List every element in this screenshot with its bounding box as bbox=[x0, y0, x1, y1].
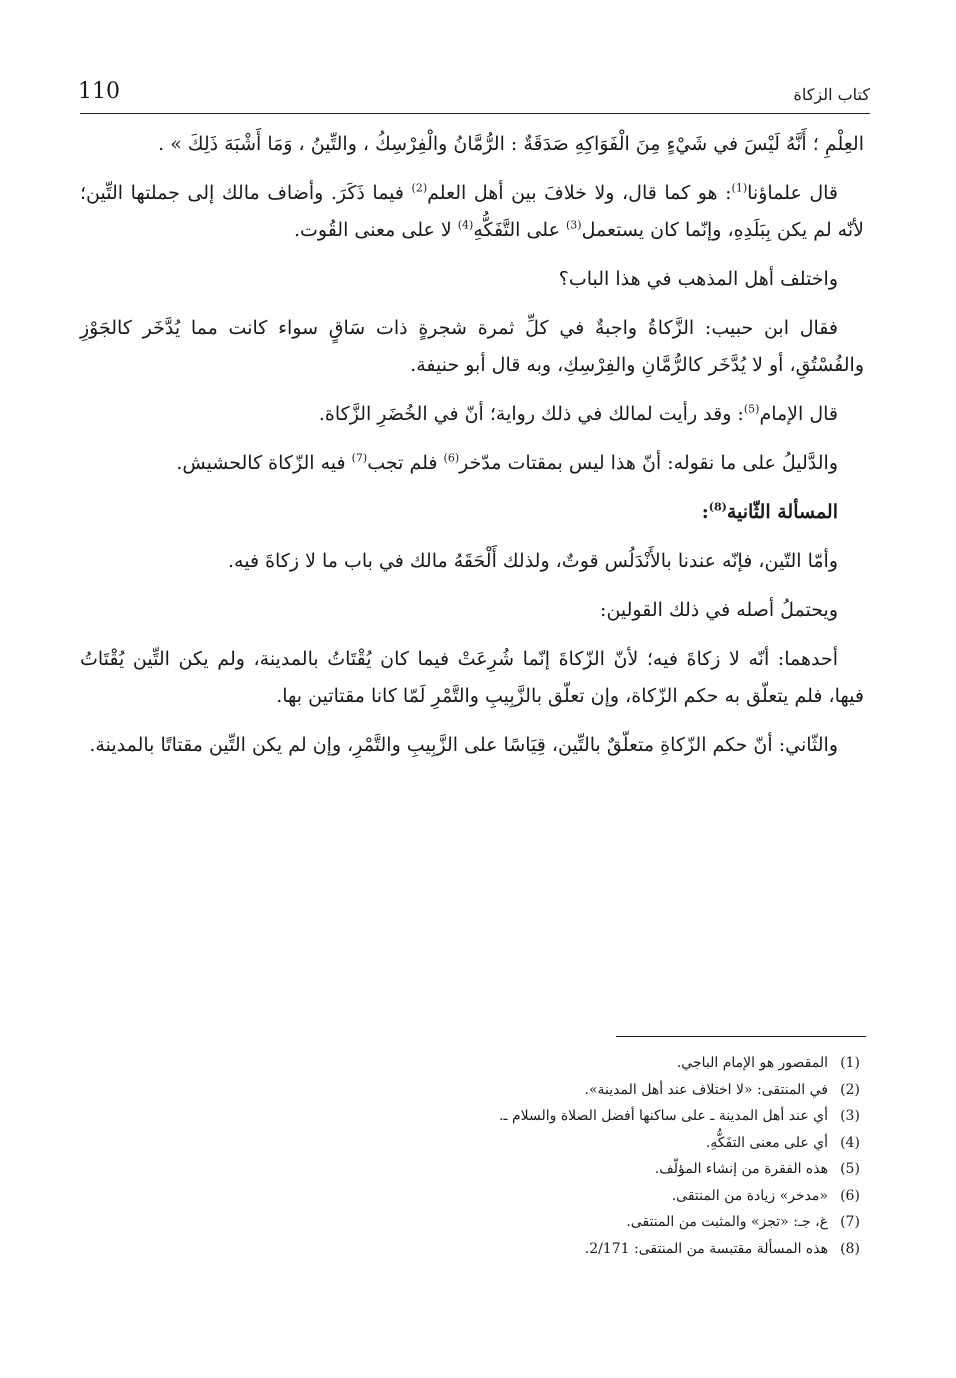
running-title: كتاب الزكاة bbox=[793, 85, 870, 104]
paragraph-9: أحدهما: أنّه لا زكاةَ فيه؛ لأنّ الزّكاةَ إنّما شُرِعَتْ فيما كان يُقْتَاتُ بالمدينة، ولم يكن التِّين يُقْتَاتُ فيها، فلم يتعلّق به حكم الزّكاة، وإن تعلّق بالزَّبِيبِ والتَّمْرِ لَمّا كانا مقتاتين بها. bbox=[80, 648, 864, 707]
paragraph-8: ويحتملُ أصله في ذلك القولين: bbox=[600, 599, 838, 621]
paragraph-3: واختلف أهل المذهب في هذا الباب؟ bbox=[558, 268, 838, 290]
footnote-ref-6[interactable]: (6) bbox=[443, 451, 460, 465]
footnote-ref-3[interactable]: (3) bbox=[565, 218, 582, 232]
footnote: (7) غ، جـ: «تجز» والمثبت من المنتقى. bbox=[626, 1214, 860, 1230]
paragraph-6: والدَّليلُ على ما نقوله: أنّ هذا ليس بمقتات مدّخر$^{(6)}$ فلم تجب$^{(7)}$ فيه الزّكاة كالحشيش. bbox=[176, 451, 838, 474]
footnote-ref-1[interactable]: (1) bbox=[731, 181, 748, 195]
footnote: (3) أي عند أهل المدينة ـ على ساكنها أفضل الصلاة والسلام ـ. bbox=[498, 1108, 860, 1124]
footnote: (4) أي على معنى التفَكُّهِ. bbox=[705, 1134, 860, 1151]
footnote: (2) في المنتقى: «لا اختلاف عند أهل المدينة». bbox=[584, 1081, 860, 1098]
paragraph-7: وأمّا التّين، فإنّه عندنا بالأَنْدَلُس قوتٌ، ولذلك أَلْحَقَهُ مالك في باب ما لا زكاةَ فيه. bbox=[227, 550, 838, 572]
section-heading: المسألة الثّانية$^{(8)}$: bbox=[701, 500, 838, 523]
footnote-ref-7[interactable]: (7) bbox=[351, 451, 368, 465]
paragraph-2: قال علماؤنا$^{(1)}$: هو كما قال، ولا خلافَ بين أهل العلم$^{(2)}$ فيما ذَكَرَ. وأضاف مالك إلى جملتها التِّين؛ لأنّه لم يكن بِبَلَدِهِ، وإنّما كان يستعمل$^{(3)}$ على التَّفَكُّهِ$^{(4)}$ لا على معنى القُوت. bbox=[80, 181, 864, 241]
footnote: (5) هذه الفقرة من إنشاء المؤلّف. bbox=[654, 1161, 860, 1177]
paragraph-1: العِلْمِ ؛ أَنَّهُ لَيْسَ في شَيْءٍ مِنَ الْفَوَاكِهِ صَدَقَةٌ : الرُّمَّانُ والْفِرْسِكُ ، والتِّينُ ، وَمَا أَشْبَهَ ذَلِكَ » . bbox=[158, 133, 864, 155]
page-number: 110 bbox=[78, 79, 120, 104]
footnote-divider bbox=[616, 1036, 866, 1037]
main-text bbox=[80, 126, 864, 776]
footnote: (1) المقصور هو الإمام الباجي. bbox=[676, 1055, 860, 1071]
page-header bbox=[78, 72, 870, 104]
footnote-ref-5[interactable]: (5) bbox=[743, 402, 760, 416]
footnote: (6) «مدخر» زيادة من المنتقى. bbox=[671, 1187, 860, 1204]
footnotes bbox=[144, 1050, 864, 1262]
paragraph-10: والثّاني: أنّ حكم الزّكاةِ متعلّقٌ بالتِّين، قِيَاسًا على الزَّبِيبِ والتَّمْرِ، وإن لم يكن التِّين مقتاتًا بالمدينة. bbox=[89, 734, 838, 756]
paragraph-4: فقال ابن حبيب: الزَّكاةُ واجبةٌ في كلِّ ثمرة شجرةٍ ذات سَاقٍ سواء كانت مما يُدَّخَر كالجَوْزِ والفُسْتُقِ، أو لا يُدَّخَر كالرُّمَّانِ والفِرْسِكِ، وبه قال أبو حنيفة. bbox=[80, 317, 864, 376]
header-divider bbox=[80, 113, 870, 114]
footnote-ref-2[interactable]: (2) bbox=[411, 181, 428, 195]
paragraph-5: قال الإمام$^{(5)}$: وقد رأيت لمالك في ذلك رواية؛ أنّ في الخُضَرِ الزَّكاة. bbox=[318, 402, 838, 425]
footnote-ref-8[interactable]: (8) bbox=[708, 500, 727, 514]
footnote-ref-4[interactable]: (4) bbox=[457, 218, 474, 232]
footnote: (8) هذه المسألة مقتبسة من المنتقى: 2/171. bbox=[584, 1240, 860, 1257]
